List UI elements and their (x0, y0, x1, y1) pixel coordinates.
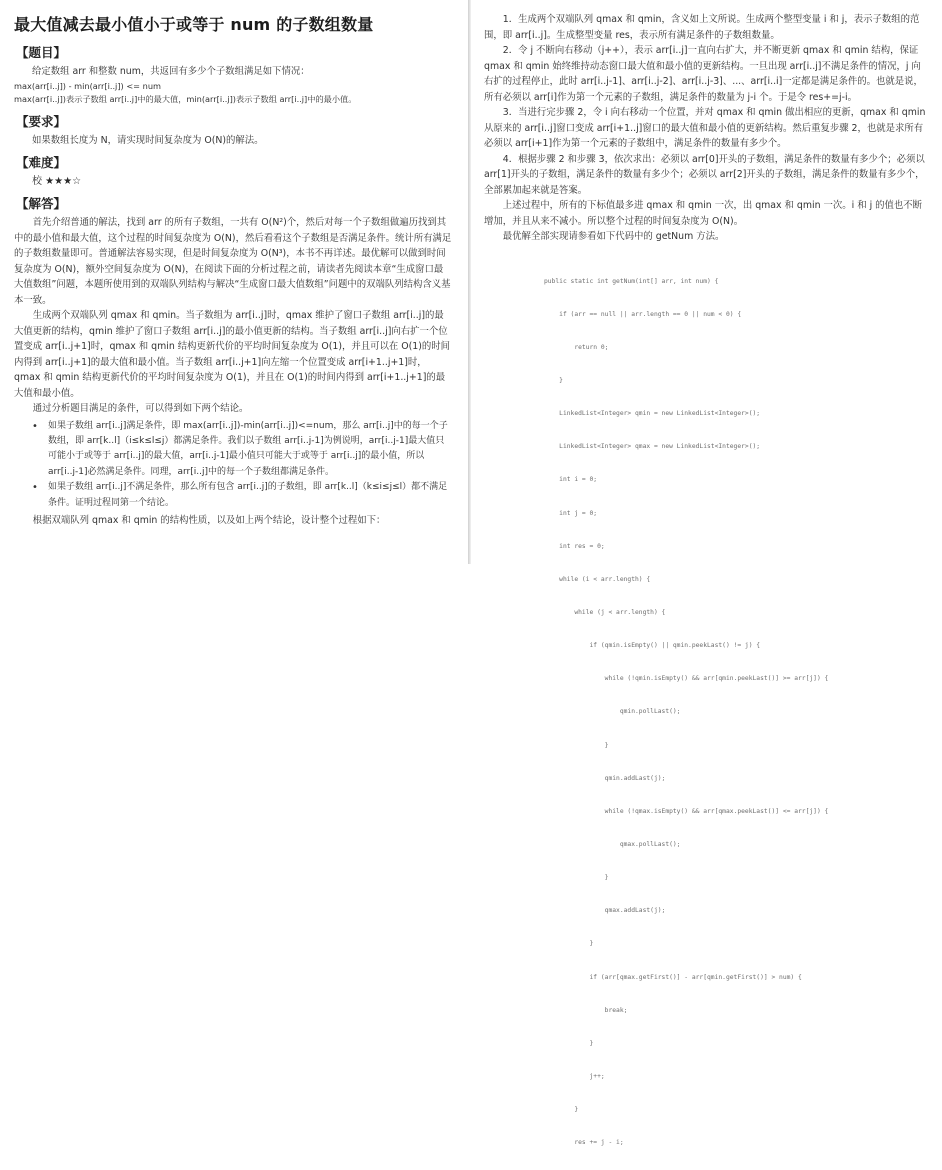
code-line: while (!qmin.isEmpty() && arr[qmin.peekLast()] >= arr[j]) { (544, 673, 928, 684)
code-line: j++; (544, 1071, 928, 1082)
code-line: qmax.addLast(j); (544, 905, 928, 916)
page-title: 最大值减去最小值小于或等于 num 的子数组数量 (14, 12, 452, 35)
solution-closing: 根据双端队列 qmax 和 qmin 的结构性质，以及如上两个结论，设计整个过程如下： (14, 513, 452, 529)
complexity-summary: 上述过程中，所有的下标值最多进 qmax 和 qmin 一次，出 qmax 和 qmin 一次。i 和 j 的值也不断增加，并且从来不减小。所以整个过程的时间复杂度为 O(N)。 (484, 198, 928, 229)
conclusion-list (14, 419, 452, 511)
code-line: qmin.pollLast(); (544, 706, 928, 717)
code-line: qmin.addLast(j); (544, 773, 928, 784)
code-line: } (544, 1038, 928, 1049)
code-line: if (arr[qmax.getFirst()] - arr[qmin.getFirst()] > num) { (544, 972, 928, 983)
code-line: } (544, 938, 928, 949)
code-line: while (!qmax.isEmpty() && arr[qmax.peekLast()] <= arr[j]) { (544, 806, 928, 817)
section-heading-difficulty: 【难度】 (16, 153, 452, 171)
code-line: int i = 0; (544, 474, 928, 485)
code-block (544, 254, 928, 1170)
step-item: 4．根据步骤 2 和步骤 3，依次求出：必须以 arr[0]开头的子数组，满足条件的数量有多少个；必须以 arr[1]开头的子数组，满足条件的数量有多少个；必须以 arr[2]开头的子数组，满足条件的数量有多少个，全部累加起来就是答案。 (484, 152, 928, 199)
code-line: qmax.pollLast(); (544, 839, 928, 850)
code-line: } (544, 872, 928, 883)
code-line: } (544, 740, 928, 751)
code-line: LinkedList<Integer> qmax = new LinkedList<Integer>(); (544, 441, 928, 452)
step-item: 2．令 j 不断向右移动（j++），表示 arr[i..j]一直向右扩大，并不断更新 qmax 和 qmin 结构，保证 qmax 和 qmin 始终维持动态窗口最大值和最小值的更新结构。一旦出现 arr[i..j]不满足条件的情况，j 向右扩的过程停止，此时 arr[i..j-1]、arr[i..j-2]、arr[i..j-3]、...、arr[i..i]一定都是满足条件的。也就是说，所有必须以 arr[i]作为第一个元素的子数组，满足条件的数量为 j-i 个。于是令 res+=j-i。 (484, 43, 928, 105)
code-line: return 0; (544, 342, 928, 353)
section-heading-problem: 【题目】 (16, 43, 452, 61)
right-page (468, 0, 942, 564)
conclusion-item: • 如果子数组 arr[i..j]不满足条件，那么所有包含 arr[i..j]的子数组，即 arr[k..l]（k≤i≤j≤l）都不满足条件。证明过程同第一个结论。 (48, 480, 452, 511)
difficulty-rating: 校 ★★★☆ (14, 174, 452, 189)
requirement-text: 如果数组长度为 N，请实现时间复杂度为 O(N)的解法。 (14, 133, 452, 149)
code-line: int j = 0; (544, 508, 928, 519)
code-intro: 最优解全部实现请参看如下代码中的 getNum 方法。 (484, 229, 928, 245)
problem-text: 给定数组 arr 和整数 num，共返回有多少个子数组满足如下情况： (14, 64, 452, 80)
code-line: res += j - i; (544, 1137, 928, 1148)
code-line: LinkedList<Integer> qmin = new LinkedList<Integer>(); (544, 408, 928, 419)
problem-formula-note: max(arr[i..j])表示子数组 arr[i..j]中的最大值，min(arr[i..j])表示子数组 arr[i..j]中的最小值。 (14, 93, 452, 107)
code-line: } (544, 1104, 928, 1115)
code-line: while (j < arr.length) { (544, 607, 928, 618)
section-heading-requirement: 【要求】 (16, 112, 452, 130)
code-line: if (arr == null || arr.length == 0 || num < 0) { (544, 309, 928, 320)
solution-paragraph: 通过分析题目满足的条件，可以得到如下两个结论。 (14, 401, 452, 417)
code-line: } (544, 375, 928, 386)
book-spread (0, 0, 942, 564)
step-item: 1．生成两个双端队列 qmax 和 qmin，含义如上文所说。生成两个整型变量 i 和 j，表示子数组的范围，即 arr[i..j]。生成整型变量 res，表示所有满足条件的子数组数量。 (484, 12, 928, 43)
solution-paragraph: 首先介绍普通的解法，找到 arr 的所有子数组，一共有 O(N²)个，然后对每一个子数组做遍历找到其中的最小值和最大值，这个过程的时间复杂度为 O(N)，然后看看这个子数组是否满足条件。统计所有满足的子数组数量即可。普通解法容易实现，但是时间复杂度为 O(N³)，本书不再详述。最优解可以做到时间复杂度为 O(N)，额外空间复杂度为 O(N)，在阅读下面的分析过程之前，请读者先阅读本章“生成窗口最大值数组”问题，本题所使用到的双端队列结构与解决“生成窗口最大值数组”问题中的双端队列结构含义基本一致。 (14, 215, 452, 308)
code-line: break; (544, 1005, 928, 1016)
code-line: while (i < arr.length) { (544, 574, 928, 585)
code-line: public static int getNum(int[] arr, int num) { (544, 276, 928, 287)
section-heading-solution: 【解答】 (16, 194, 452, 212)
code-line: if (qmin.isEmpty() || qmin.peekLast() != j) { (544, 640, 928, 651)
conclusion-item: • 如果子数组 arr[i..j]满足条件，即 max(arr[i..j])-min(arr[i..j])<=num，那么 arr[i..j]中的每一个子数组，即 arr[k..l]（i≤k≤l≤j）都满足条件。我们以子数组 arr[i..j-1]为例说明，arr[i..j-1]最大值只可能小于或等于 arr[i..j]的最大值，arr[i..j-1]最小值只可能大于或等于 arr[i..j]的最小值，所以 arr[i..j-1]必然满足条件。同理，arr[i..j]中的每一个子数组都满足条件。 (48, 419, 452, 481)
left-page (0, 0, 468, 564)
step-item: 3．当进行完步骤 2，令 i 向右移动一个位置，并对 qmax 和 qmin 做出相应的更新，qmax 和 qmin 从原来的 arr[i..j]窗口变成 arr[i+1..j]窗口的最大值和最小值的更新结构。然后重复步骤 2，也就是求所有必须以 arr[i+1]作为第一个元素的子数组中，满足条件的数量有多少个。 (484, 105, 928, 152)
problem-formula: max(arr[i..j]) - min(arr[i..j]) <= num (14, 80, 452, 94)
solution-paragraph: 生成两个双端队列 qmax 和 qmin。当子数组为 arr[i..j]时，qmax 维护了窗口子数组 arr[i..j]的最大值更新的结构，qmin 维护了窗口子数组 arr[i..j]的最小值更新的结构。当子数组 arr[i..j]向右扩一个位置变成 arr[i..j+1]时，qmax 和 qmin 结构更新代价的平均时间复杂度为 O(1)，并且可以在 O(1)的时间内得到 arr[i..j+1]的最大值和最小值。当子数组 arr[i..j+1]向左缩一个位置变成 arr[i+1..j+1]时，qmax 和 qmin 结构更新代价的平均时间复杂度为 O(1)，并且在 O(1)的时间内得到 arr[i+1..j+1]的最大值和最小值。 (14, 308, 452, 401)
code-line: int res = 0; (544, 541, 928, 552)
